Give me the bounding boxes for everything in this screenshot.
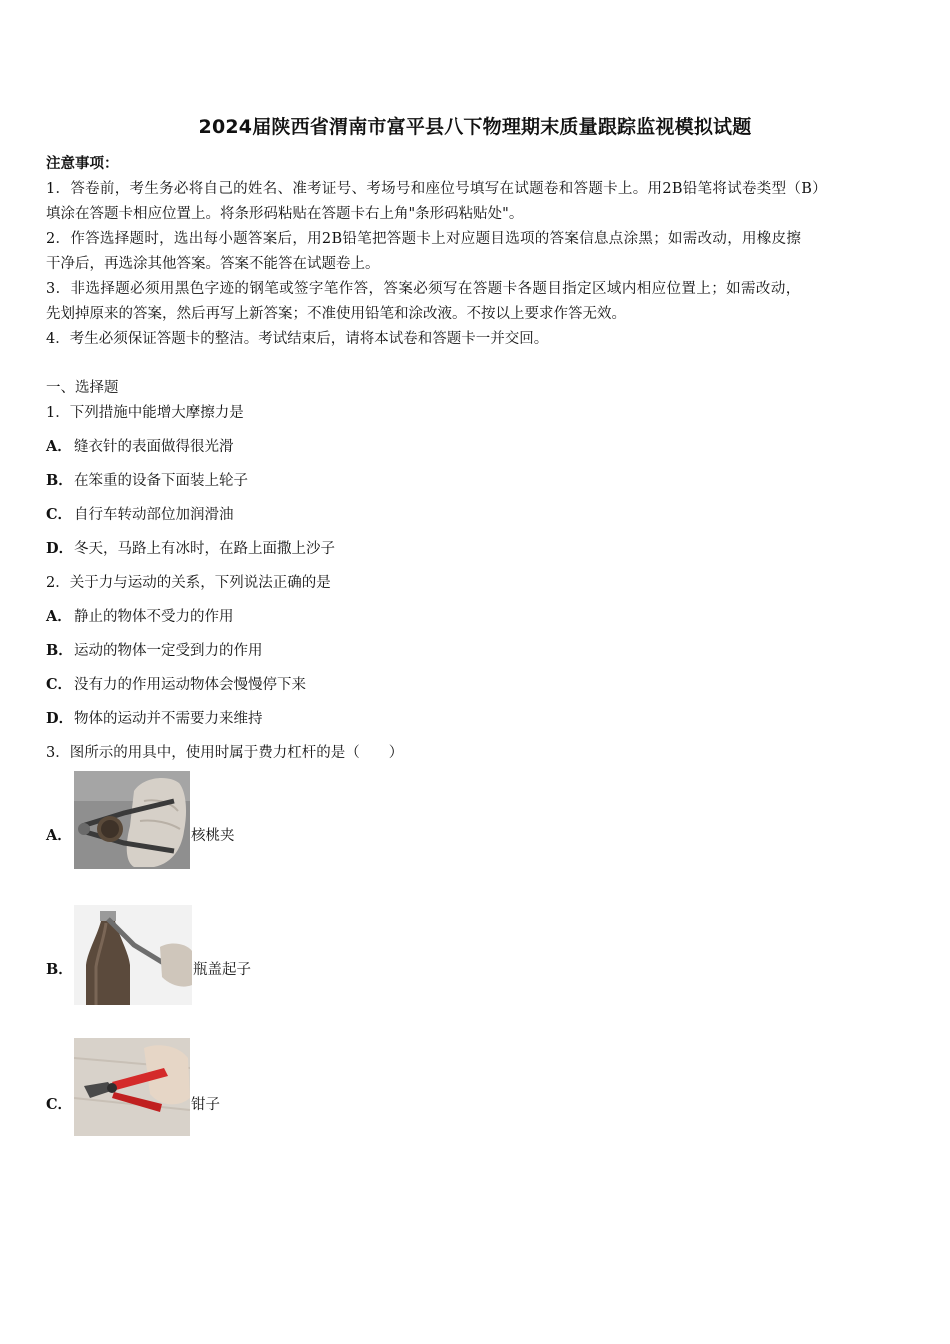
option-text: 瓶盖起子 — [193, 962, 251, 978]
nutcracker-photo — [74, 771, 190, 869]
option-label: D． — [46, 710, 74, 727]
notice-line: 4．考生必须保证答题卡的整洁。考试结束后，请将本试卷和答题卡一并交回。 — [46, 331, 549, 347]
notice-line: 干净后，再选涂其他答案。答案不能答在试题卷上。 — [46, 256, 380, 272]
option-label: A． — [46, 608, 72, 625]
option-text: 自行车转动部位加润滑油 — [74, 507, 234, 523]
bottle-opener-image — [74, 905, 192, 1005]
option-text: 物体的运动并不需要力来维持 — [74, 711, 263, 727]
option-text: 冬天，马路上有冰时，在路上面撒上沙子 — [74, 541, 335, 557]
question-stem: 2．关于力与运动的关系，下列说法正确的是 — [46, 575, 331, 591]
question-stem: 3．图所示的用具中，使用时属于费力杠杆的是（ ） — [46, 745, 404, 761]
notice-heading: 注意事项： — [46, 155, 119, 172]
question-stem: 1．下列措施中能增大摩擦力是 — [46, 405, 244, 421]
option-label: A． — [46, 827, 72, 844]
option-label: A． — [46, 438, 72, 455]
option-text: 钳子 — [191, 1097, 220, 1113]
notice-line: 填涂在答题卡相应位置上。将条形码粘贴在答题卡右上角"条形码粘贴处"。 — [46, 206, 524, 222]
option-text: 在笨重的设备下面装上轮子 — [74, 473, 248, 489]
page-title: 2024届陕西省渭南市富平县八下物理期末质量跟踪监视模拟试题 — [198, 116, 752, 138]
option-label: C． — [46, 506, 73, 523]
option-text: 缝衣针的表面做得很光滑 — [74, 439, 234, 455]
option-label: D． — [46, 540, 74, 557]
option-label: C． — [46, 1096, 73, 1113]
section-heading: 一、选择题 — [46, 380, 119, 396]
bottle-opener-photo — [74, 905, 192, 1005]
option-text: 运动的物体一定受到力的作用 — [74, 643, 263, 659]
option-text: 核桃夹 — [191, 828, 235, 844]
option-label: B． — [46, 472, 73, 489]
pliers-image — [74, 1038, 190, 1136]
option-text: 静止的物体不受力的作用 — [74, 609, 234, 625]
pliers-photo — [74, 1038, 190, 1136]
option-label: C． — [46, 676, 73, 693]
option-text: 没有力的作用运动物体会慢慢停下来 — [74, 677, 306, 693]
notice-line: 1．答卷前，考生务必将自己的姓名、准考证号、考场号和座位号填写在试题卷和答题卡上。用2B铅笔将试卷类型（B） — [46, 181, 827, 197]
option-label: B． — [46, 642, 73, 659]
nutcracker-image — [74, 771, 190, 869]
option-label: B． — [46, 961, 73, 978]
notice-line: 3．非选择题必须用黑色字迹的钢笔或签字笔作答，答案必须写在答题卡各题目指定区域内相应位置上；如需改动， — [46, 281, 801, 297]
notice-line: 先划掉原来的答案，然后再写上新答案；不准使用铅笔和涂改液。不按以上要求作答无效。 — [46, 306, 626, 322]
notice-line: 2．作答选择题时，选出每小题答案后，用2B铅笔把答题卡上对应题目选项的答案信息点涂黑；如需改动，用橡皮擦 — [46, 231, 802, 247]
